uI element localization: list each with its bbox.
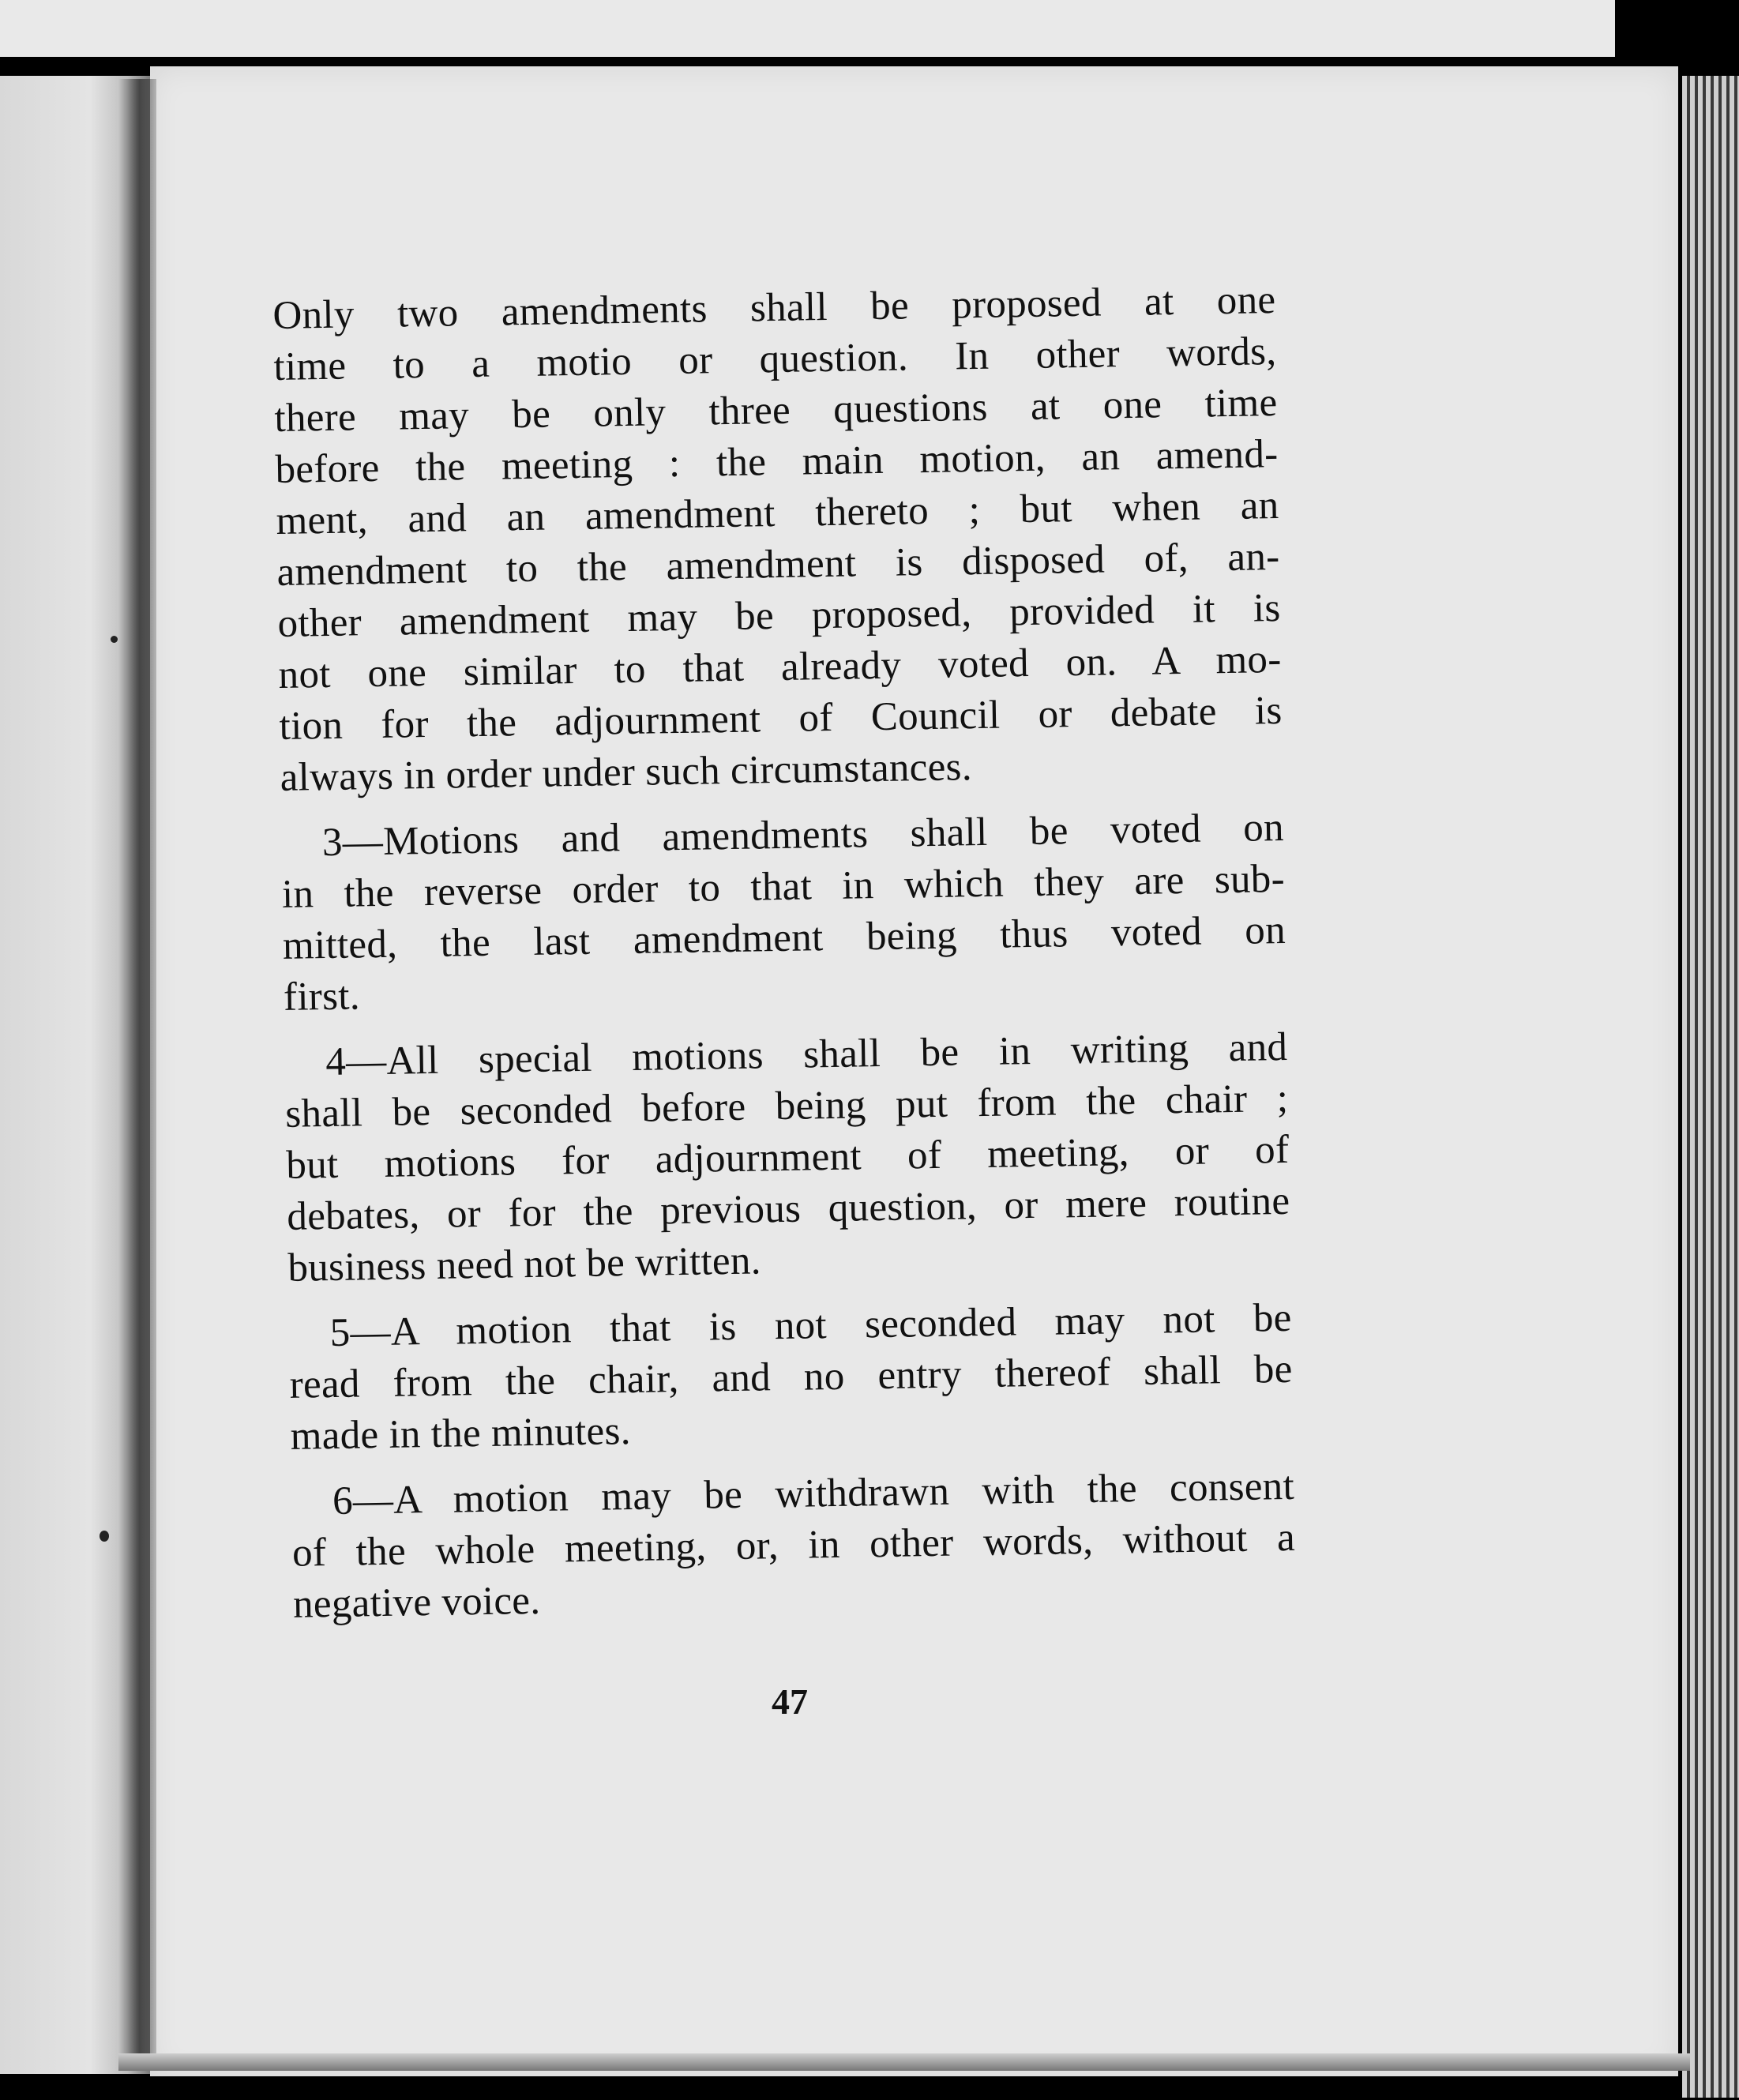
text-line: mitted, the last amendment being thus voted on <box>282 907 1286 968</box>
page-bottom-edge <box>118 2053 1690 2071</box>
page-stack-edges <box>1682 76 1739 2098</box>
text-line: first. <box>283 974 361 1020</box>
paragraph-3-continued <box>282 854 1287 1024</box>
gutter-shadow <box>118 79 156 2069</box>
text-line: ment, and an amendment thereto ; but when an <box>276 483 1279 543</box>
text-line: debates, or for the previous question, or mere routine <box>286 1178 1290 1239</box>
page-number: 47 <box>772 1681 808 1722</box>
text-line: tion for the adjournment of Council or debate is <box>279 688 1283 749</box>
text-line: shall be seconded before being put from the chair ; <box>284 1076 1289 1136</box>
text-line: 4—All special motions shall be in writing and <box>325 1024 1288 1085</box>
text-line: business need not be written. <box>287 1238 762 1290</box>
text-line: other amendment may be proposed, provided it is <box>277 586 1281 646</box>
back-page-edge <box>0 0 1615 57</box>
paragraph-4-continued <box>285 1073 1291 1294</box>
text-line: 3—Motions and amendments shall be voted on <box>321 805 1285 866</box>
text-line: time to a motio or question. In other words, <box>273 329 1277 389</box>
text-line: there may be only three questions at one time <box>274 381 1278 441</box>
text-line: negative voice. <box>292 1578 541 1627</box>
paragraph-6-continued <box>292 1512 1297 1631</box>
text-line: always in order under such circumstances. <box>280 745 973 800</box>
text-line: before the meeting : the main motion, an amend- <box>275 432 1279 492</box>
text-line: but motions for adjournment of meeting, or of <box>285 1127 1290 1188</box>
body-text <box>272 275 1297 1645</box>
text-line: of the whole meeting, or, in other words, without a <box>291 1515 1296 1576</box>
text-line: Only two amendments shall be proposed at one <box>272 278 1276 338</box>
text-line: amendment to the amendment is disposed of, an- <box>276 535 1280 595</box>
paragraph-5-continued <box>289 1344 1294 1463</box>
text-line: 6—A motion may be withdrawn with the consent <box>332 1463 1295 1523</box>
text-line: made in the minutes. <box>290 1409 632 1459</box>
ink-speck <box>111 636 118 643</box>
text-line: 5—A motion that is not seconded may not be <box>329 1295 1293 1356</box>
text-line: read from the chair, and no entry thereof shall be <box>289 1347 1294 1407</box>
ink-speck <box>100 1531 109 1542</box>
paragraph-1 <box>272 275 1283 804</box>
text-line: in the reverse order to that in which they are sub- <box>281 856 1286 917</box>
text-line: not one similar to that already voted on. A mo- <box>278 637 1282 697</box>
